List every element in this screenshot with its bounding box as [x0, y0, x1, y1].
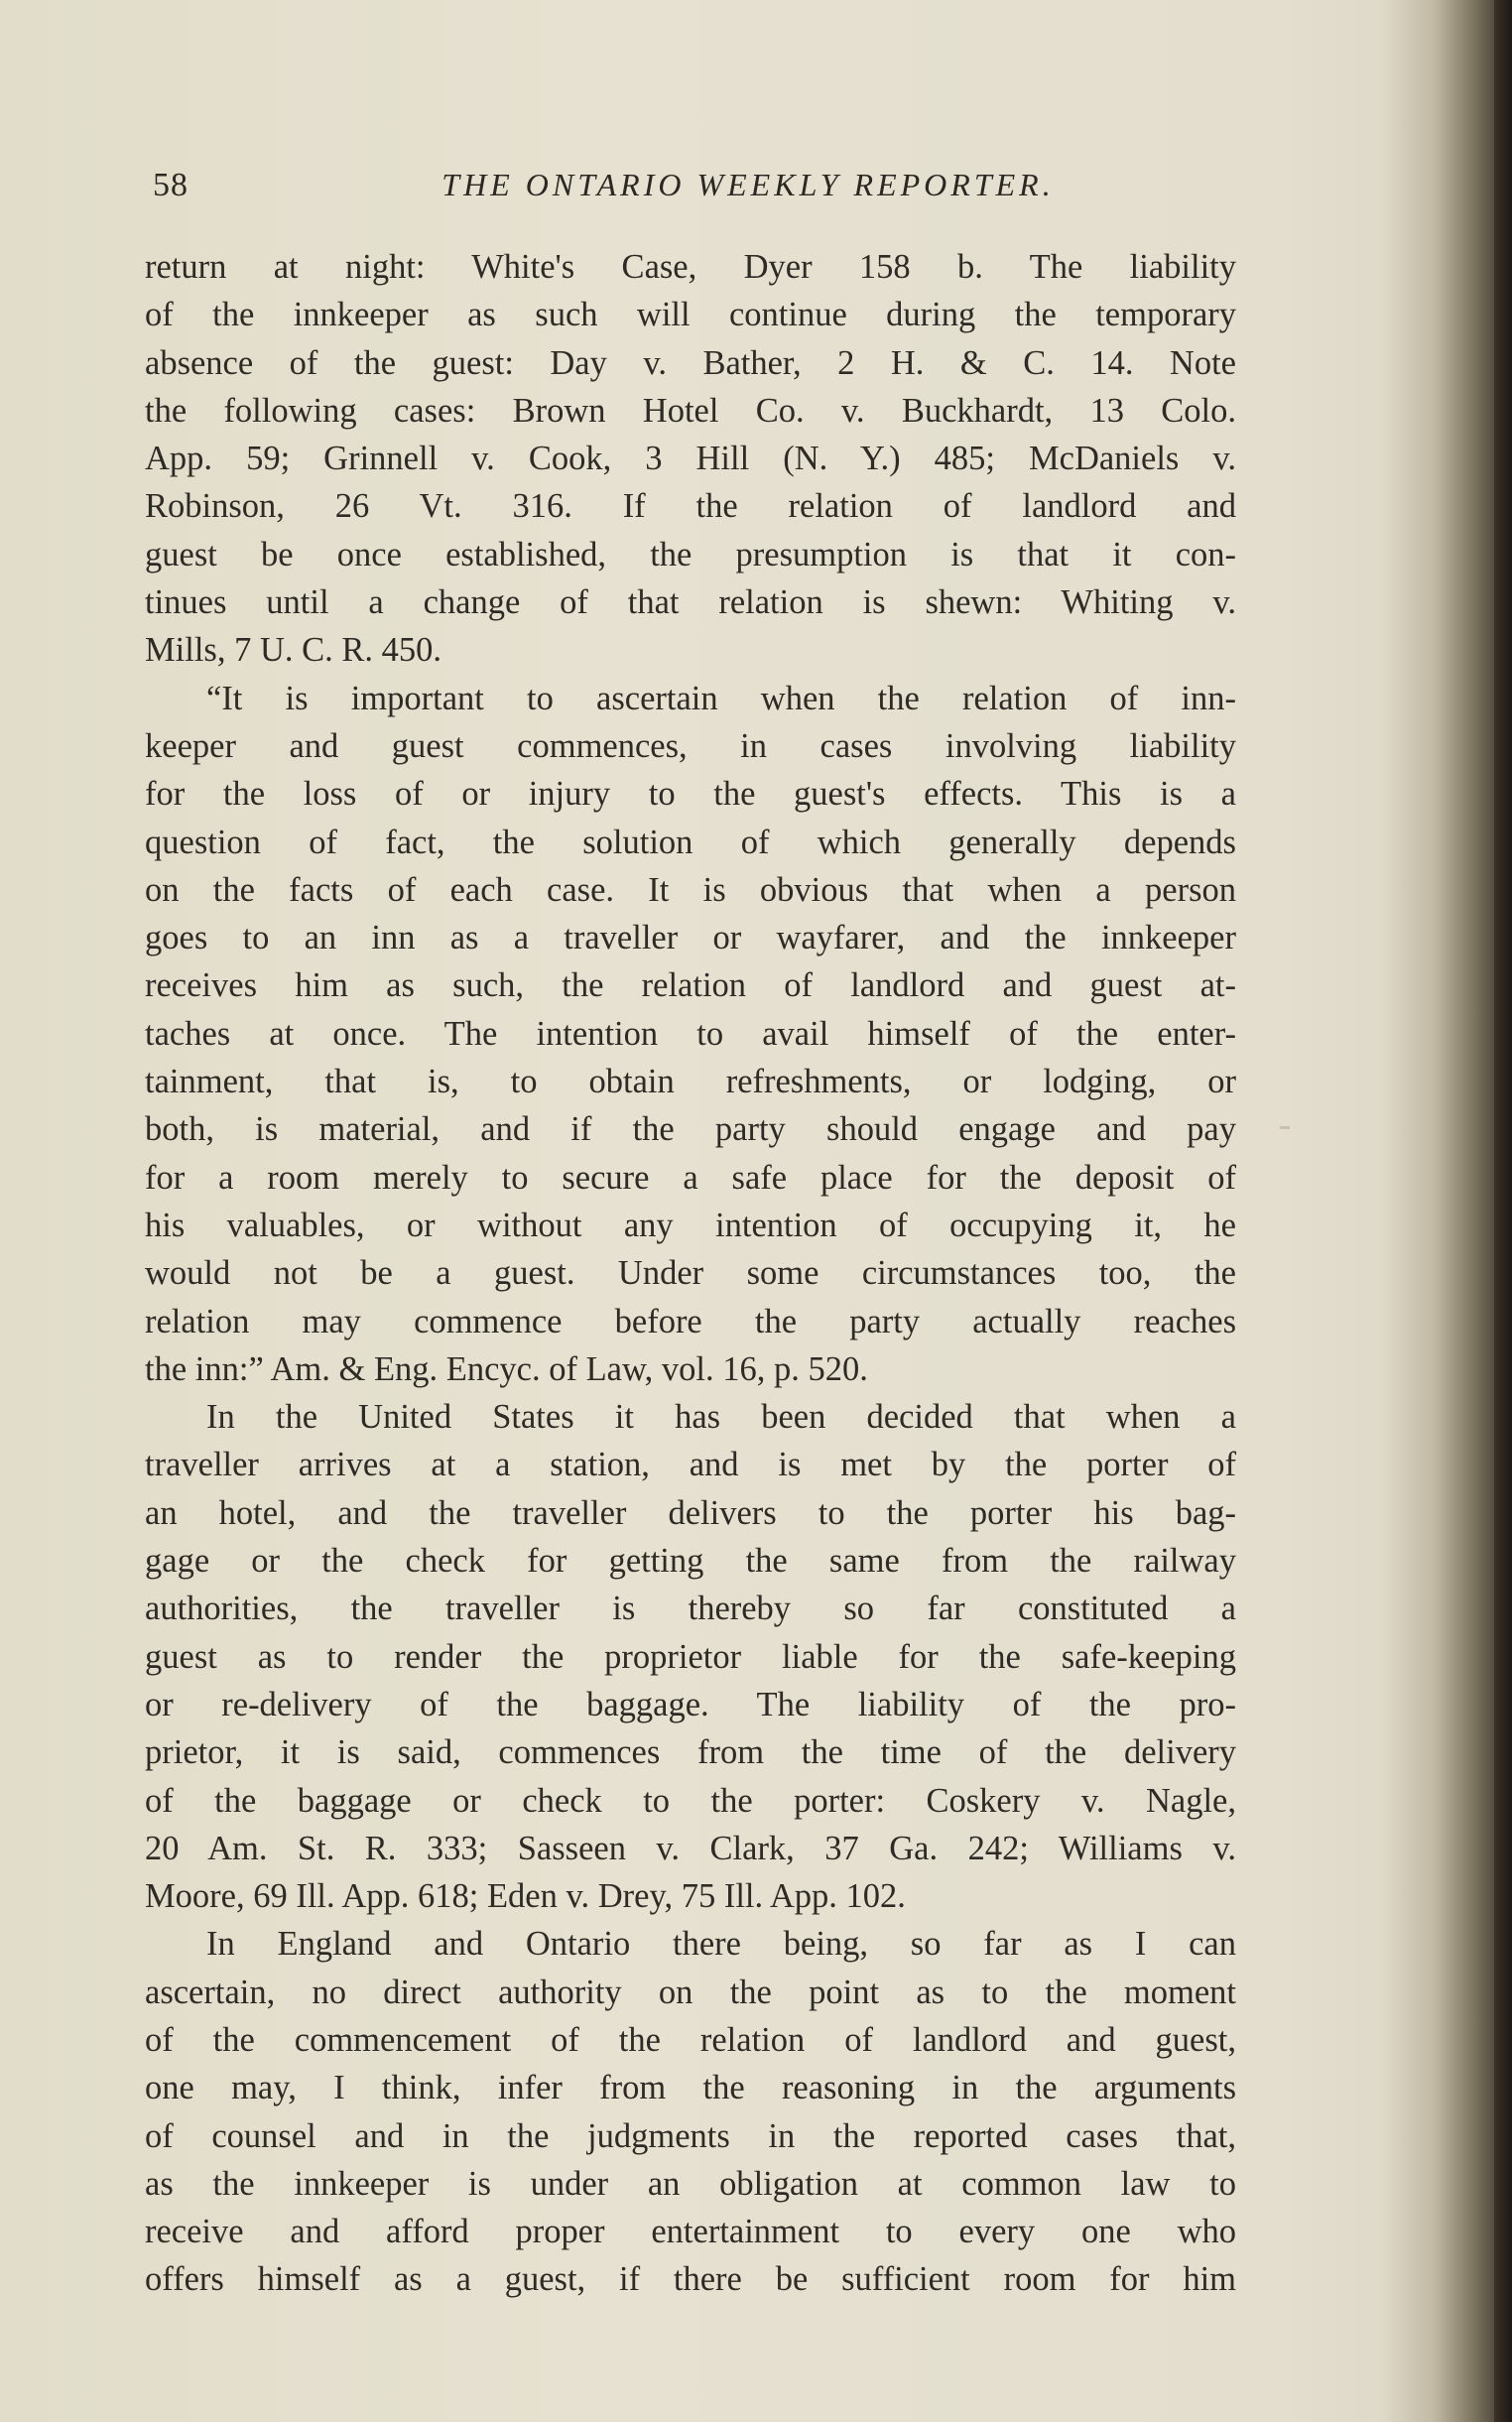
- text-line: guest be once established, the presumption is that it con-: [145, 535, 1236, 574]
- text-line: for a room merely to secure a safe place for the deposit of: [145, 1158, 1236, 1197]
- text-line: guest as to render the proprietor liable for the safe-keeping: [145, 1637, 1236, 1676]
- text-line: both, is material, and if the party should engage and pay: [145, 1110, 1236, 1149]
- page-number: 58: [153, 167, 189, 203]
- paragraph: [145, 1920, 1236, 2303]
- text-line: of the commencement of the relation of landlord and guest,: [145, 2020, 1236, 2059]
- text-line: In England and Ontario there being, so far as I can: [206, 1925, 1236, 1964]
- text-line: would not be a guest. Under some circumstances too, the: [145, 1254, 1236, 1293]
- text-line: gage or the check for getting the same from the railway: [145, 1542, 1236, 1581]
- text-line: an hotel, and the traveller delivers to the porter his bag-: [145, 1493, 1236, 1532]
- paragraph: [145, 243, 1236, 675]
- text-line: for the loss of or injury to the guest's effects. This is a: [145, 775, 1236, 814]
- text-line: “It is important to ascertain when the relation of inn-: [206, 679, 1236, 717]
- text-line: ascertain, no direct authority on the point as to the moment: [145, 1973, 1236, 2011]
- text-line: on the facts of each case. It is obvious that when a person: [145, 870, 1236, 909]
- text-line: prietor, it is said, commences from the time of the delivery: [145, 1733, 1236, 1772]
- text-line: or re-delivery of the baggage. The liability of the pro-: [145, 1685, 1236, 1723]
- page-header: [153, 167, 1239, 216]
- text-line: taches at once. The intention to avail himself of the enter-: [145, 1014, 1236, 1053]
- text-line: goes to an inn as a traveller or wayfarer, and the innkeeper: [145, 919, 1236, 957]
- text-line: tinues until a change of that relation is shewn: Whiting v.: [145, 583, 1236, 622]
- body-text: [145, 243, 1236, 2304]
- text-line: Mills, 7 U. C. R. 450.: [145, 631, 442, 670]
- text-line: his valuables, or without any intention of occupying it, he: [145, 1206, 1236, 1244]
- text-line: Moore, 69 Ill. App. 618; Eden v. Drey, 75 Ill. App. 102.: [145, 1877, 906, 1916]
- text-line: receive and afford proper entertainment to every one who: [145, 2213, 1236, 2251]
- text-line: the following cases: Brown Hotel Co. v. Buckhardt, 13 Colo.: [145, 391, 1236, 430]
- text-line: one may, I think, infer from the reasoning in the arguments: [145, 2069, 1236, 2107]
- text-line: return at night: White's Case, Dyer 158 b. The liability: [145, 248, 1236, 286]
- text-line: keeper and guest commences, in cases involving liability: [145, 726, 1236, 765]
- text-line: of the innkeeper as such will continue during the temporary: [145, 296, 1236, 334]
- text-line: tainment, that is, to obtain refreshments, or lodging, or: [145, 1063, 1236, 1101]
- text-line: of counsel and in the judgments in the reported cases that,: [145, 2116, 1236, 2155]
- text-line: as the innkeeper is under an obligation at common law to: [145, 2164, 1236, 2203]
- text-line: In the United States it has been decided that when a: [206, 1398, 1236, 1437]
- text-line: the inn:” Am. & Eng. Encyc. of Law, vol. 16, p. 520.: [145, 1349, 868, 1388]
- book-spine: [1494, 0, 1512, 2422]
- text-line: of the baggage or check to the porter: Coskery v. Nagle,: [145, 1781, 1236, 1820]
- text-line: authorities, the traveller is thereby so far constituted a: [145, 1590, 1236, 1628]
- page-edge-shadow: [1383, 0, 1512, 2422]
- text-line: traveller arrives at a station, and is met by the porter of: [145, 1446, 1236, 1484]
- text-line: question of fact, the solution of which generally depends: [145, 823, 1236, 861]
- text-line: absence of the guest: Day v. Bather, 2 H. & C. 14. Note: [145, 343, 1236, 382]
- text-line: receives him as such, the relation of landlord and guest at-: [145, 966, 1236, 1005]
- text-line: offers himself as a guest, if there be sufficient room for him: [145, 2260, 1236, 2299]
- running-title: THE ONTARIO WEEKLY REPORTER.: [441, 167, 1055, 202]
- text-line: App. 59; Grinnell v. Cook, 3 Hill (N. Y.) 485; McDaniels v.: [145, 440, 1236, 478]
- paragraph: [145, 1393, 1236, 1920]
- text-line: 20 Am. St. R. 333; Sasseen v. Clark, 37 Ga. 242; Williams v.: [145, 1829, 1236, 1867]
- paragraph: [145, 675, 1236, 1393]
- ink-speck: [1280, 1126, 1290, 1129]
- text-line: Robinson, 26 Vt. 316. If the relation of landlord and: [145, 487, 1236, 526]
- text-line: relation may commence before the party actually reaches: [145, 1302, 1236, 1340]
